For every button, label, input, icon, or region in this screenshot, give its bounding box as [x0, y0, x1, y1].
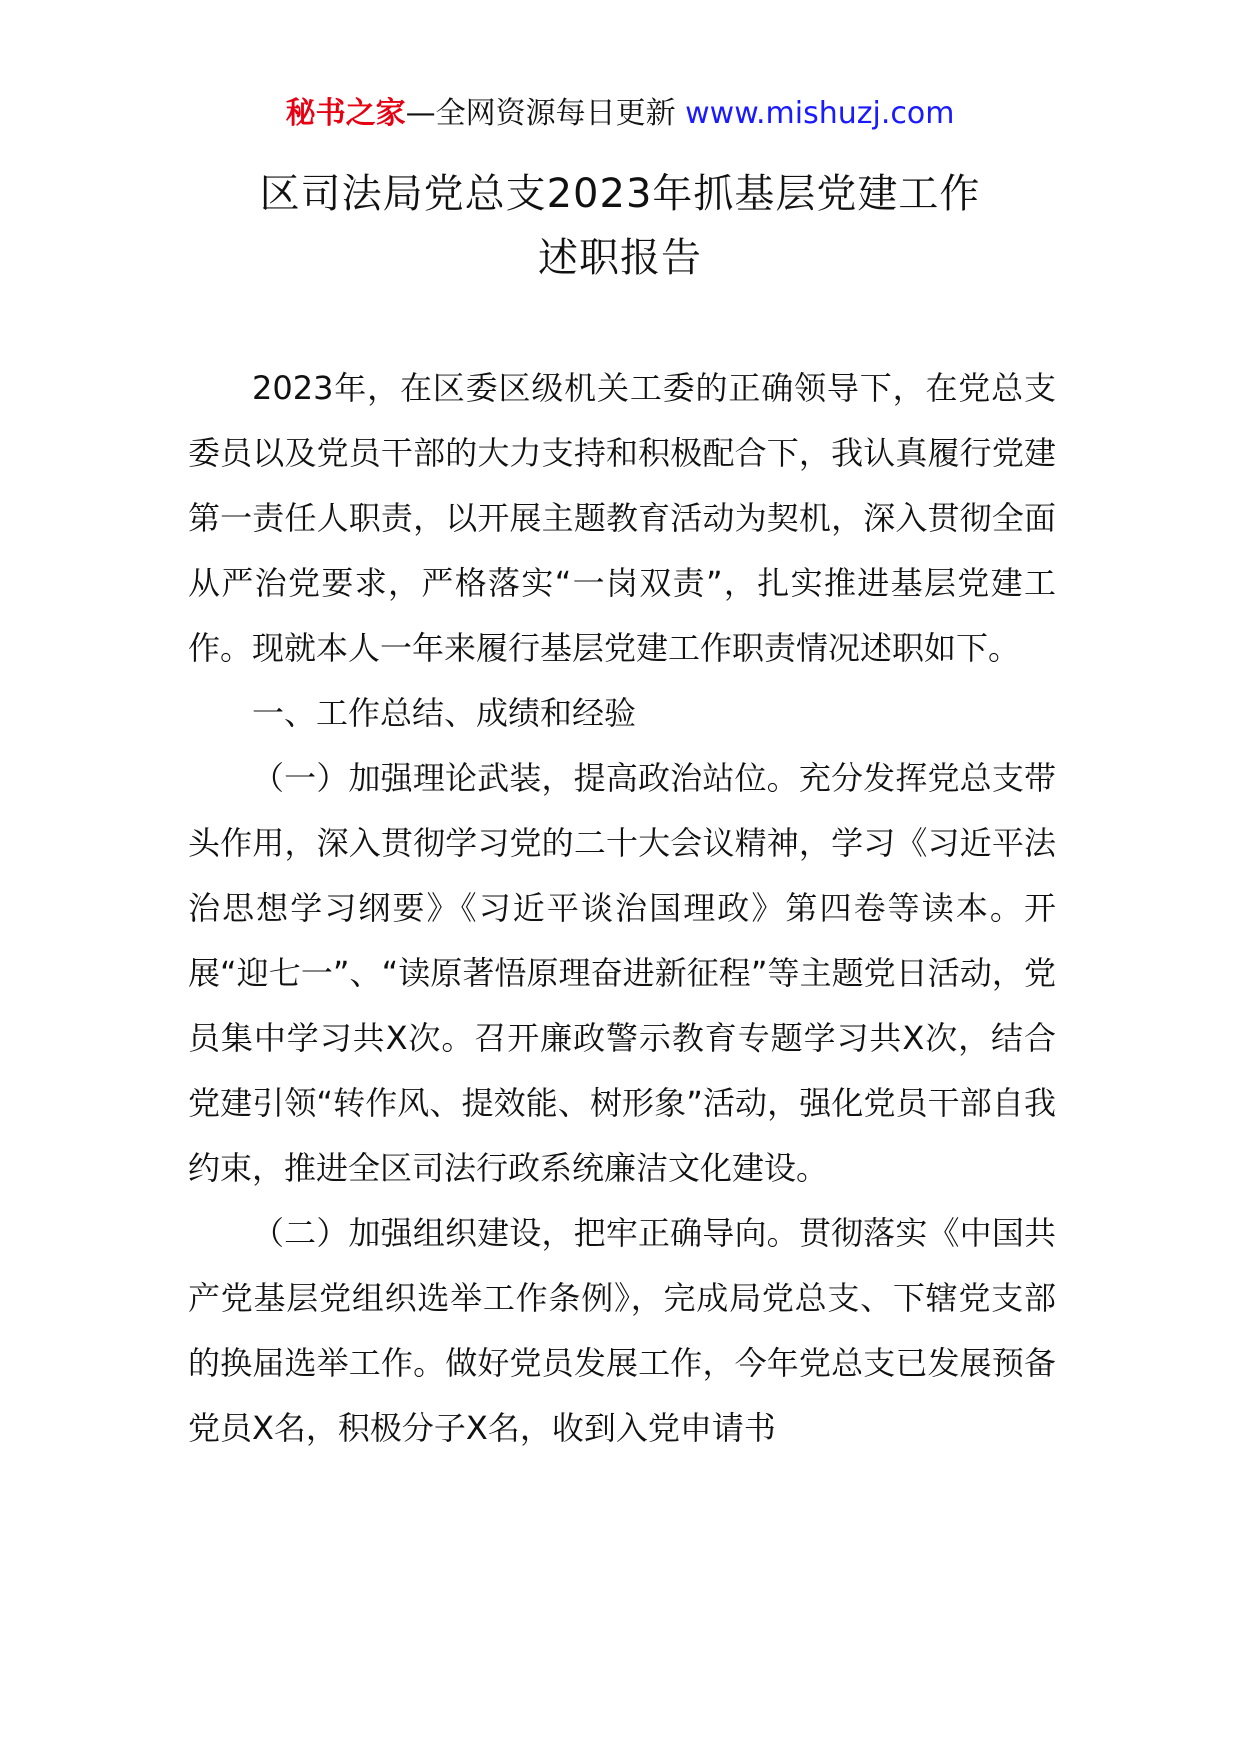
site-header — [0, 94, 1240, 134]
document-title-line-1: 区司法局党总支2023年抓基层党建工作 — [259, 171, 981, 217]
document-title-line-2: 述职报告 — [538, 235, 702, 281]
site-url-link[interactable]: www.mishuzj.com — [685, 96, 955, 131]
intro-paragraph: 2023年，在区委区级机关工委的正确领导下，在党总支委员以及党员干部的大力支持和积极配合下，我认真履行党建第一责任人职责，以开展主题教育活动为契机，深入贯彻全面从严治党要求，严格落实“一岗双责”，扎实推进基层党建工作。现就本人一年来履行基层党建工作职责情况述职如下。 — [188, 369, 1056, 667]
brand-name: 秘书之家 — [285, 96, 406, 131]
body-paragraph: （二）加强组织建设，把牢正确导向。贯彻落实《中国共产党基层党组织选举工作条例》，完成局党总支、下辖党支部的换届选举工作。做好党员发展工作，今年党总支已发展预备党员X名，积极分子X名，收到入党申请书 — [188, 1214, 1056, 1447]
section-heading: 一、工作总结、成绩和经验 — [252, 694, 637, 732]
site-slogan: —全网资源每日更新 — [405, 96, 676, 131]
document-body — [188, 356, 1056, 1461]
body-paragraph: （一）加强理论武装，提高政治站位。充分发挥党总支带头作用，深入贯彻学习党的二十大会议精神，学习《习近平法治思想学习纲要》《习近平谈治国理政》第四卷等读本。开展“迎七一”、“读原著悟原理奋进新征程”等主题党日活动，党员集中学习共X次。召开廉政警示教育专题学习共X次，结合党建引领“转作风、提效能、树形象”活动，强化党员干部自我约束，推进全区司法行政系统廉洁文化建设。 — [188, 759, 1056, 1187]
